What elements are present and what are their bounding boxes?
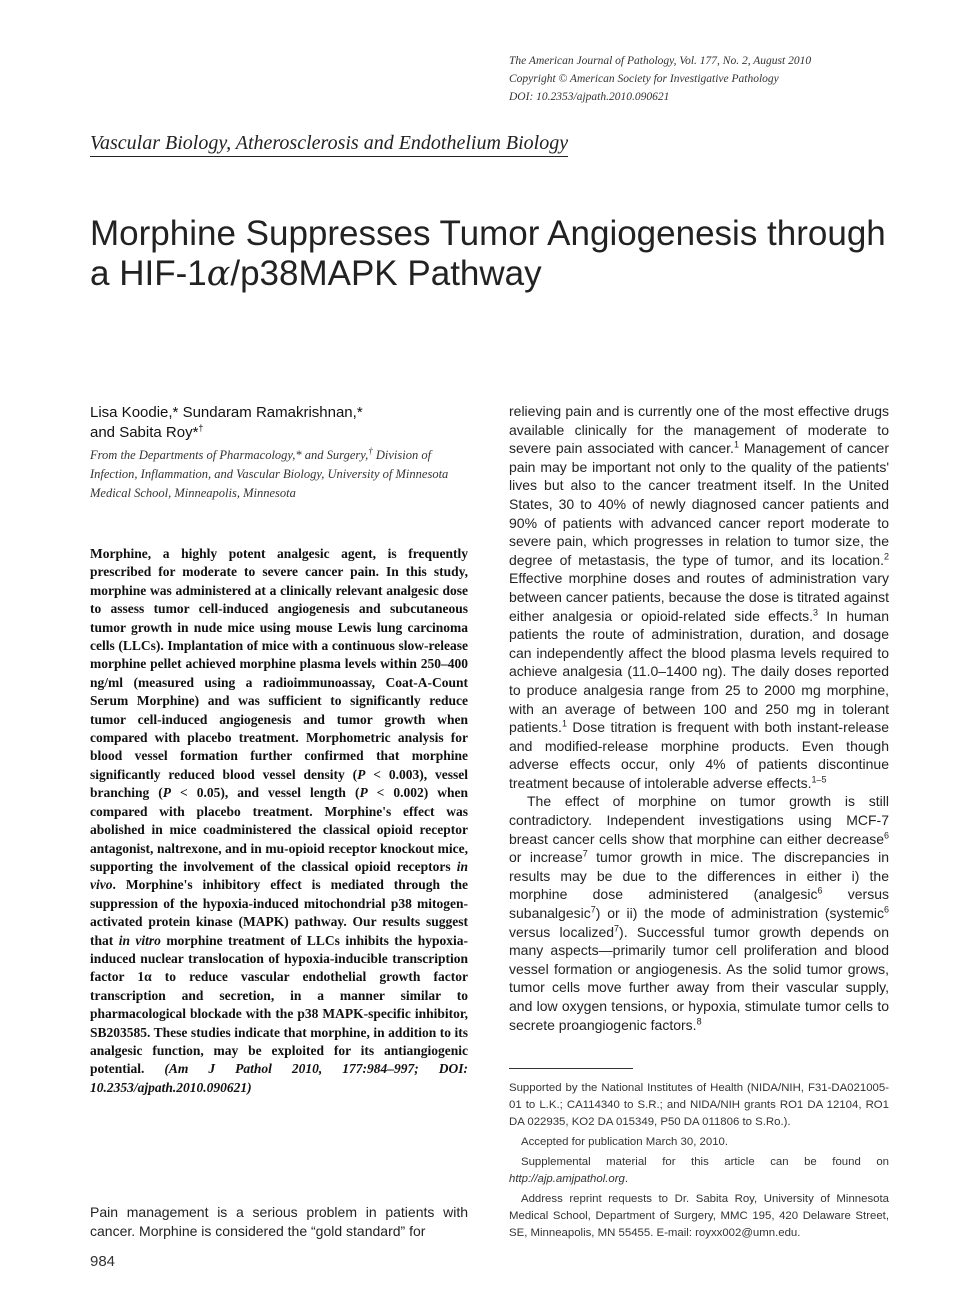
author-sup: † (198, 423, 204, 433)
footnotes (509, 1080, 889, 1245)
abstract-text: morphine treatment of LLCs inhibits the hypoxia-induced nuclear translocation of hypoxia-inducible transcription factor 1α to reduce vascular endothelial growth factor transcription and secretion, in a manner similar to pharmacological blockade with the p38 MAPK-specific inhibitor, SB203585. These studies indicate that morphine, in addition to its analgesic function, may be exploited for its antiangiogenic potential. (90, 932, 468, 1077)
abstract-citation: (Am J Pathol 2010, 177:984–997; DOI: 10.2353/ajpath.2010.090621) (90, 1061, 468, 1095)
abstract-italic: in vitro (118, 932, 161, 948)
authors-line-1: Lisa Koodie,* Sundaram Ramakrishnan,* (90, 404, 363, 421)
journal-copyright: Copyright © American Society for Investigative Pathology (509, 73, 779, 85)
ref-sup: 6 (883, 904, 889, 915)
ref-sup: 7 (590, 904, 596, 915)
journal-doi: DOI: 10.2353/ajpath.2010.090621 (509, 91, 670, 103)
body-text: tumor growth in mice. The discrepancies in results may be due to the differences in either i) the morphine dose administered (analgesic (509, 849, 889, 903)
ref-sup: 6 (883, 830, 889, 840)
ref-sup: 7 (582, 848, 588, 859)
intro-paragraph-start: Pain management is a serious problem in patients with cancer. Morphine is considered the “gold standard” for (90, 1204, 468, 1239)
ref-sup: 7 (614, 922, 620, 933)
body-right-column (509, 402, 889, 1034)
footnote-accepted: Accepted for publication March 30, 2010. (521, 1136, 729, 1148)
ref-sup: 6 (817, 885, 823, 896)
journal-info (509, 52, 949, 106)
footnote-reprint: Address reprint requests to Dr. Sabita Roy, University of Minnesota Medical School, Department of Surgery, MMC 195, 420 Delaware Street, SE, Minneapolis, MN 55455. E-mail: royxx002@umn.edu. (509, 1193, 889, 1239)
body-text: In human patients the route of administration, duration, and dosage can independently affect the blood plasma levels required to achieve analgesia (11.0–1400 ng). The daily doses reported to produce analgesia range from 25 to 2000 mg morphine, with an average of between 100 and 250 mg in tolerant patients. (509, 607, 889, 736)
abstract-text: < 0.002) when compared with placebo treatment. Morphine's effect was abolished in mice coadministered the classical opioid receptor antagonist, naltrexone, and in mu-opioid receptor knockout mice, supporting the involvement of the classical opioid receptors (90, 785, 468, 874)
authors-line-2 (90, 423, 470, 443)
affiliation-part: Division of Infection, Inflammation, and Vascular Biology, University of Minnesota Medical School, Minneapolis, Minnesota (90, 448, 449, 500)
affiliation (90, 446, 470, 503)
ref-sup: 1 (561, 718, 567, 729)
body-text: ). Successful tumor growth depends on many aspects—primarily tumor cell proliferation and blood vessel formation or angiogenesis. As the solid tumor grows, tumor cells move further away from their vascular supply, and low oxygen tensions, or hypoxia, stimulate tumor cells to secrete proangiogenic factors. (509, 923, 889, 1033)
page-number: 984 (90, 1253, 116, 1270)
footnote-divider (509, 1068, 633, 1069)
abstract-italic: P (162, 785, 172, 801)
abstract-text: Morphine, a highly potent analgesic agent, is frequently prescribed for moderate to severe cancer pain. In this study, morphine was administered at a clinically relevant analgesic dose to assess tumor cell-induced angiogenesis and subcutaneous tumor growth in nude mice using mouse Lewis lung carcinoma cells (LLCs). Implantation of mice with a continuous slow-release morphine pellet achieved morphine plasma levels within 250–400 ng/ml (measured using a radioimmunoassay, Coat-A-Count Serum Morphine) and was sufficient to significantly reduce tumor cell-induced angiogenesis and tumor growth when compared with placebo treatment. Morphometric analysis for blood vessel formation further confirmed that morphine significantly reduced blood vessel density ( (90, 546, 468, 782)
body-text: Management of cancer pain may be important not only to the quality of the patients' lives but also to the cancer treatment itself. In the United States, 30 to 40% of newly diagnosed cancer patients and 90% of patients with advanced cancer report moderate to severe pain, which progresses in relation to tumor size, the degree of metastasis, the type of tumor, and its location. (509, 440, 889, 568)
footnote-supplemental (509, 1154, 889, 1188)
abstract-text: < 0.003), vessel branching ( (90, 766, 468, 801)
article-title (90, 214, 910, 294)
author-name: and Sabita Roy* (90, 424, 199, 441)
abstract-italic: P (359, 785, 368, 801)
ref-sup: 3 (813, 606, 819, 617)
affiliation-part: From the Departments of Pharmacology,* and Surgery, (90, 448, 369, 462)
body-paragraph-1 (509, 402, 889, 792)
body-text: versus subanalgesic (509, 886, 889, 922)
body-text: or increase (509, 849, 583, 866)
footnote-text: . (624, 1173, 629, 1185)
abstract-italic: in vivo (90, 858, 468, 893)
section-heading: Vascular Biology, Atherosclerosis and Endothelium Biology (90, 132, 568, 157)
journal-citation: The American Journal of Pathology, Vol. 177, No. 2, August 2010 (509, 55, 812, 67)
body-text: Dose titration is frequent with both instant-release and modified-release morphine products. Even though adverse effects occur, only 4% of patients discontinue treatment because of intolerable adverse effects. (509, 719, 889, 791)
supplemental-link[interactable]: http://ajp.amjpathol.org (509, 1173, 625, 1185)
abstract-italic: P (357, 766, 366, 782)
title-line-2 (90, 254, 910, 294)
body-text: Effective morphine doses and routes of administration vary between cancer patients, because the dose is titrated against either analgesia or opioid-related side effects. (509, 570, 889, 624)
body-text: ) or ii) the mode of administration (systemic (595, 905, 884, 922)
title-alpha: α (206, 254, 231, 294)
abstract (90, 545, 468, 1097)
ref-sup: 1 (733, 439, 739, 450)
ref-sup: 2 (883, 551, 889, 562)
title-line-1: Morphine Suppresses Tumor Angiogenesis through (90, 214, 886, 253)
body-text: versus localized (509, 923, 615, 940)
footnote-text: Supplemental material for this article can be found on (521, 1156, 889, 1168)
title-part: /p38MAPK Pathway (230, 254, 542, 293)
title-part: a HIF-1 (90, 254, 207, 293)
body-text: relieving pain and is currently one of the most effective drugs available clinically for the management of moderate to severe pain associated with cancer. (509, 403, 889, 457)
body-paragraph-2 (509, 792, 889, 1034)
abstract-text: . Morphine's inhibitory effect is mediated through the suppression of the hypoxia-induced mitochondrial p38 mitogen-activated protein kinase (MAPK) pathway. Our results suggest that (90, 877, 468, 948)
footnote-support: Supported by the National Institutes of Health (NIDA/NIH, F31-DA021005-01 to L.K.; CA114340 to S.R.; and NIDA/NIH grants RO1 DA 12104, RO1 DA 022935, KO2 DA 015349, P50 DA 011806 to S.Ro.). (509, 1082, 889, 1128)
ref-sup: 8 (696, 1015, 702, 1026)
body-text: The effect of morphine on tumor growth is still contradictory. Independent investigations using MCF-7 breast cancer cells show that morphine can either decrease (509, 793, 889, 847)
abstract-text: < 0.05), and vessel length ( (171, 785, 360, 801)
ref-sup: 1–5 (811, 774, 827, 785)
affiliation-sup: † (368, 445, 373, 456)
author-list (90, 403, 470, 443)
